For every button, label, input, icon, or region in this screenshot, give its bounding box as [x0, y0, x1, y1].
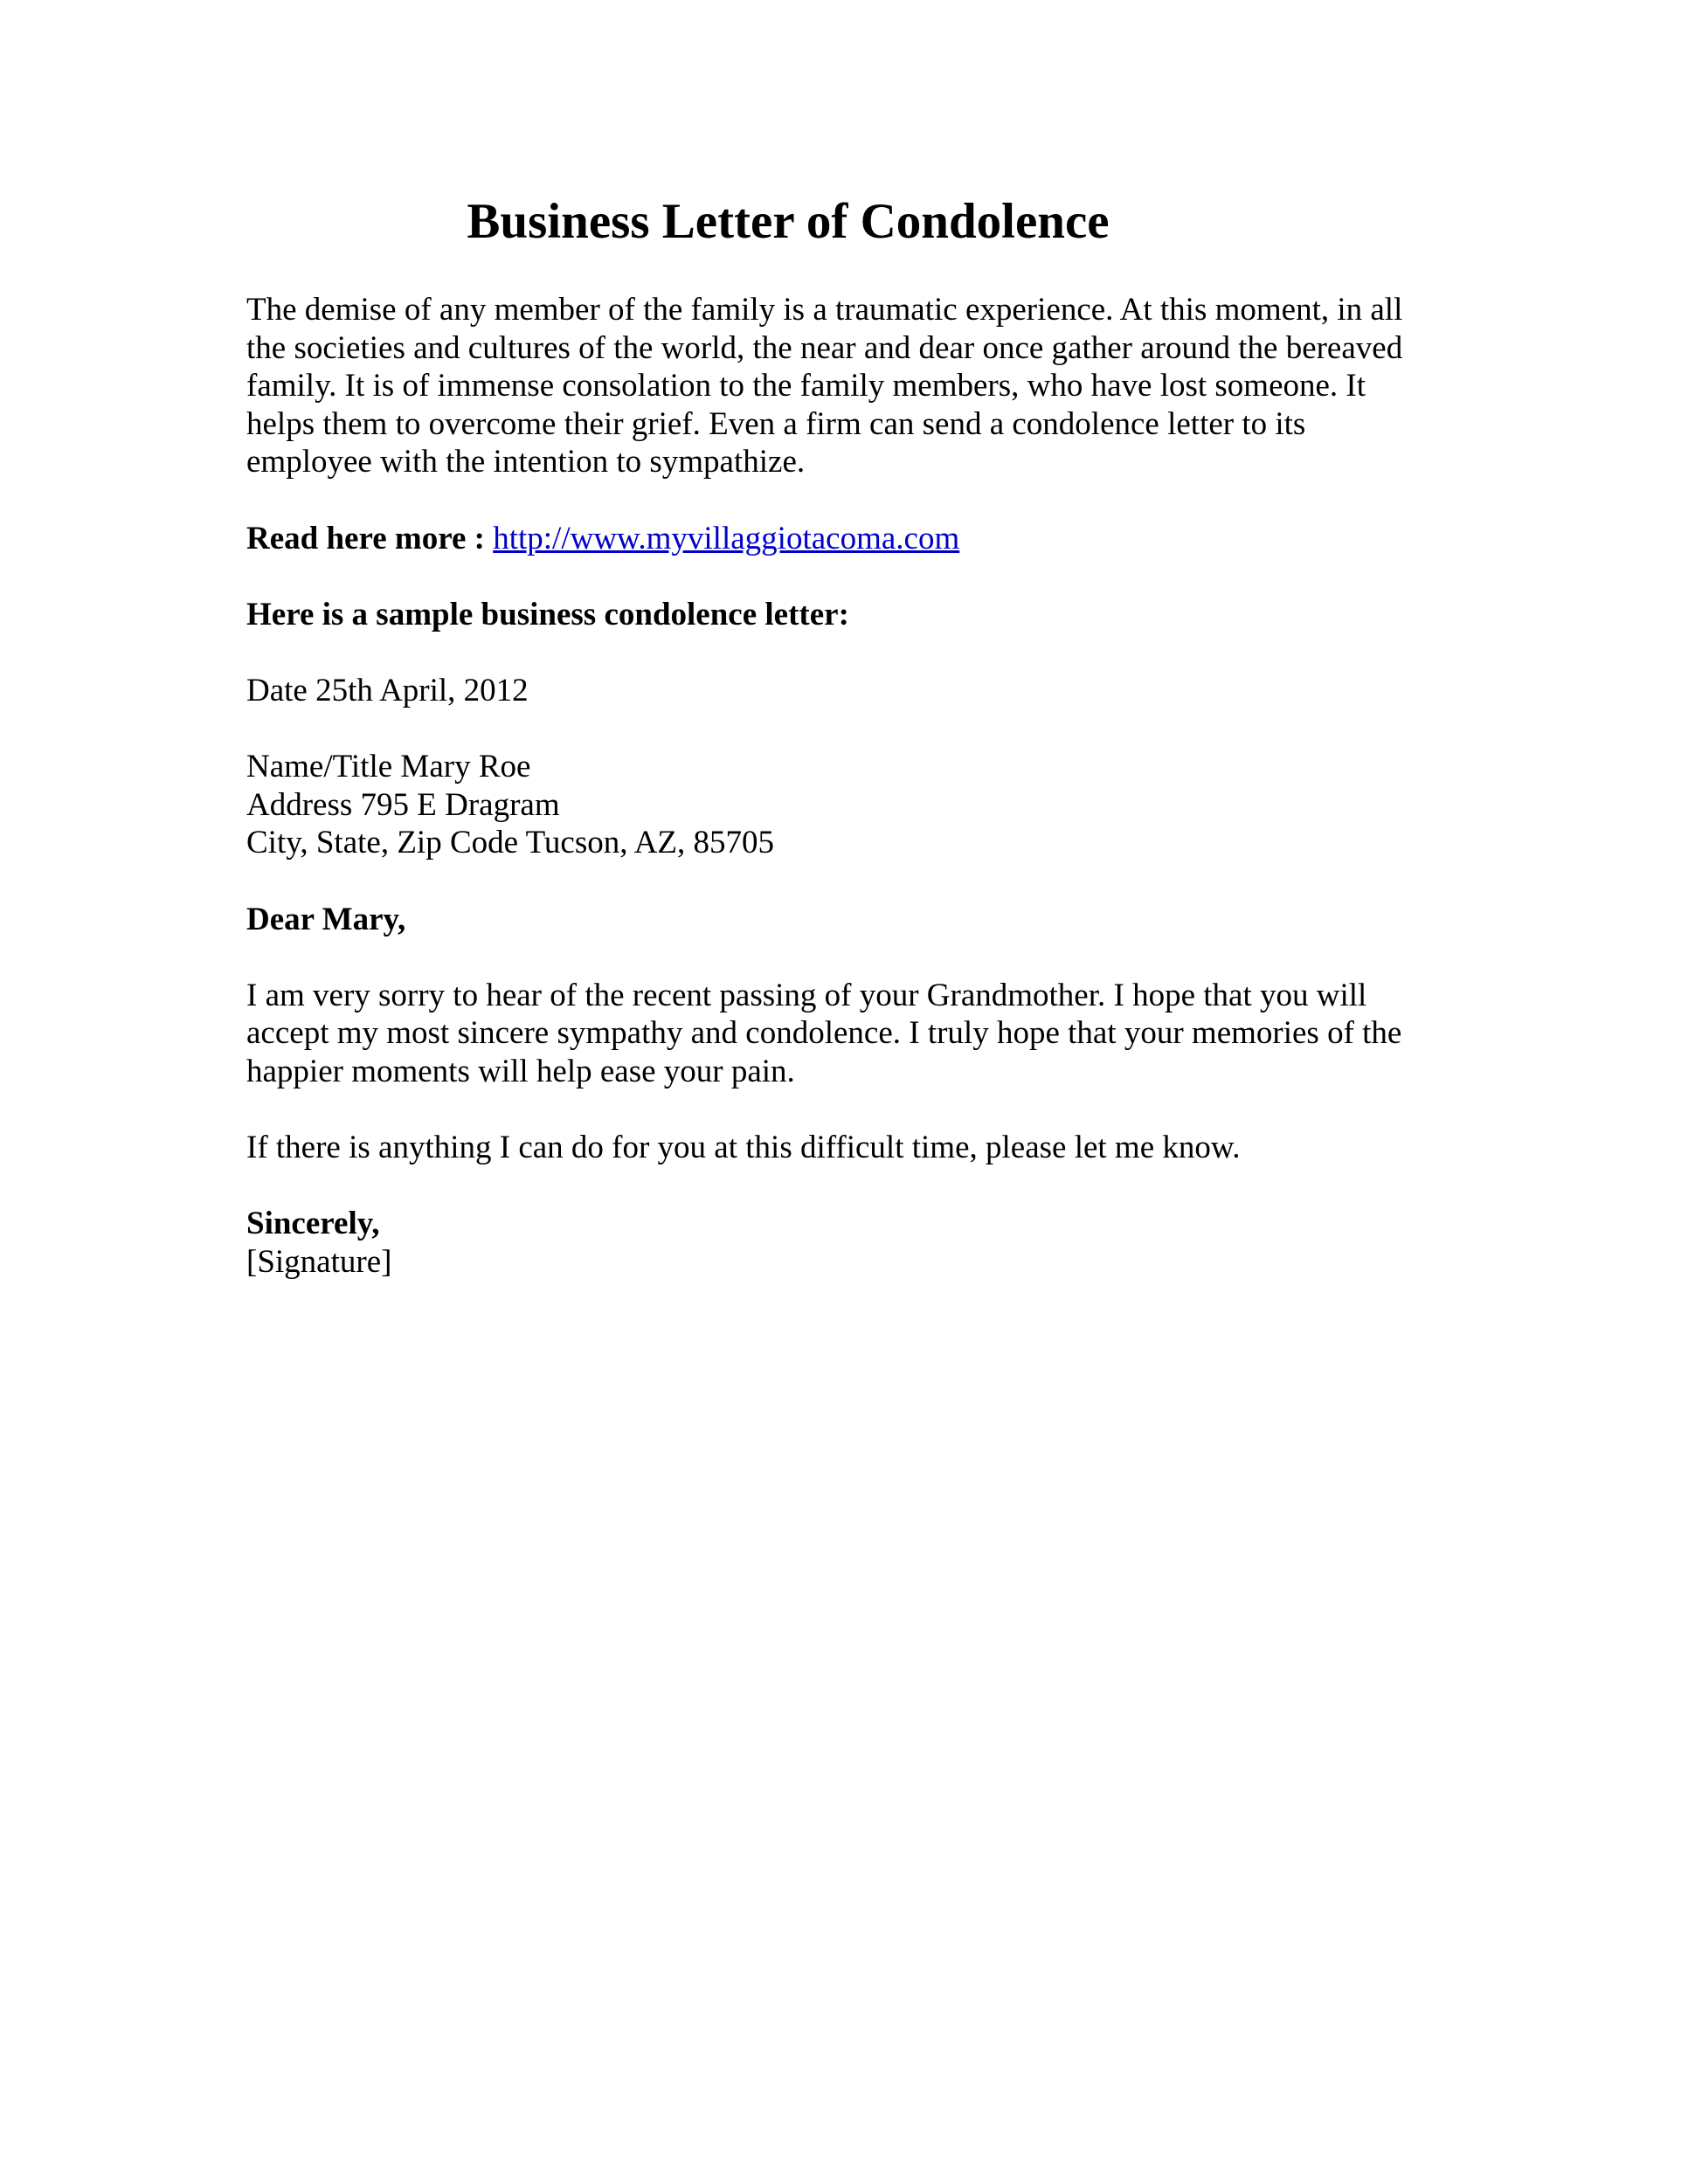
page-title: Business Letter of Condolence — [467, 194, 1110, 249]
sample-heading: Here is a sample business condolence letter: — [246, 596, 849, 632]
read-more-link[interactable]: http://www.myvillaggiotacoma.com — [493, 520, 960, 556]
body-line: I am very sorry to hear of the recent passing of your Grandmother. I hope that you will — [246, 977, 1367, 1013]
address-line: Address 795 E Dragram — [246, 786, 560, 823]
intro-line: The demise of any member of the family is a traumatic experience. At this moment, in all — [246, 292, 1403, 328]
letter-content — [246, 291, 1470, 1319]
read-more-label: Read here more : — [246, 520, 494, 556]
closing-paragraph: If there is anything I can do for you at this difficult time, please let me know. — [246, 1130, 1241, 1166]
intro-line: family. It is of immense consolation to the family members, who have lost someone. It — [246, 368, 1366, 404]
date-line: Date 25th April, 2012 — [246, 672, 529, 708]
read-more-line — [246, 520, 1470, 558]
address-line: City, State, Zip Code Tucson, AZ, 85705 — [246, 825, 775, 861]
intro-line: employee with the intention to sympathize. — [246, 444, 806, 480]
body-line: happier moments will help ease your pain. — [246, 1053, 795, 1089]
intro-line: the societies and cultures of the world, the near and dear once gather around the bereaved — [246, 329, 1403, 366]
signature-block — [246, 1205, 1470, 1281]
salutation: Dear Mary, — [246, 901, 406, 937]
body-paragraph — [246, 977, 1470, 1091]
recipient-address — [246, 748, 1470, 862]
address-line: Name/Title Mary Roe — [246, 749, 531, 785]
intro-line: helps them to overcome their grief. Even a firm can send a condolence letter to its — [246, 405, 1306, 442]
signature-placeholder: [Signature] — [246, 1243, 392, 1280]
signoff: Sincerely, — [246, 1206, 380, 1242]
intro-paragraph — [246, 291, 1470, 481]
body-line: accept my most sincere sympathy and condolence. I truly hope that your memories of the — [246, 1015, 1402, 1052]
